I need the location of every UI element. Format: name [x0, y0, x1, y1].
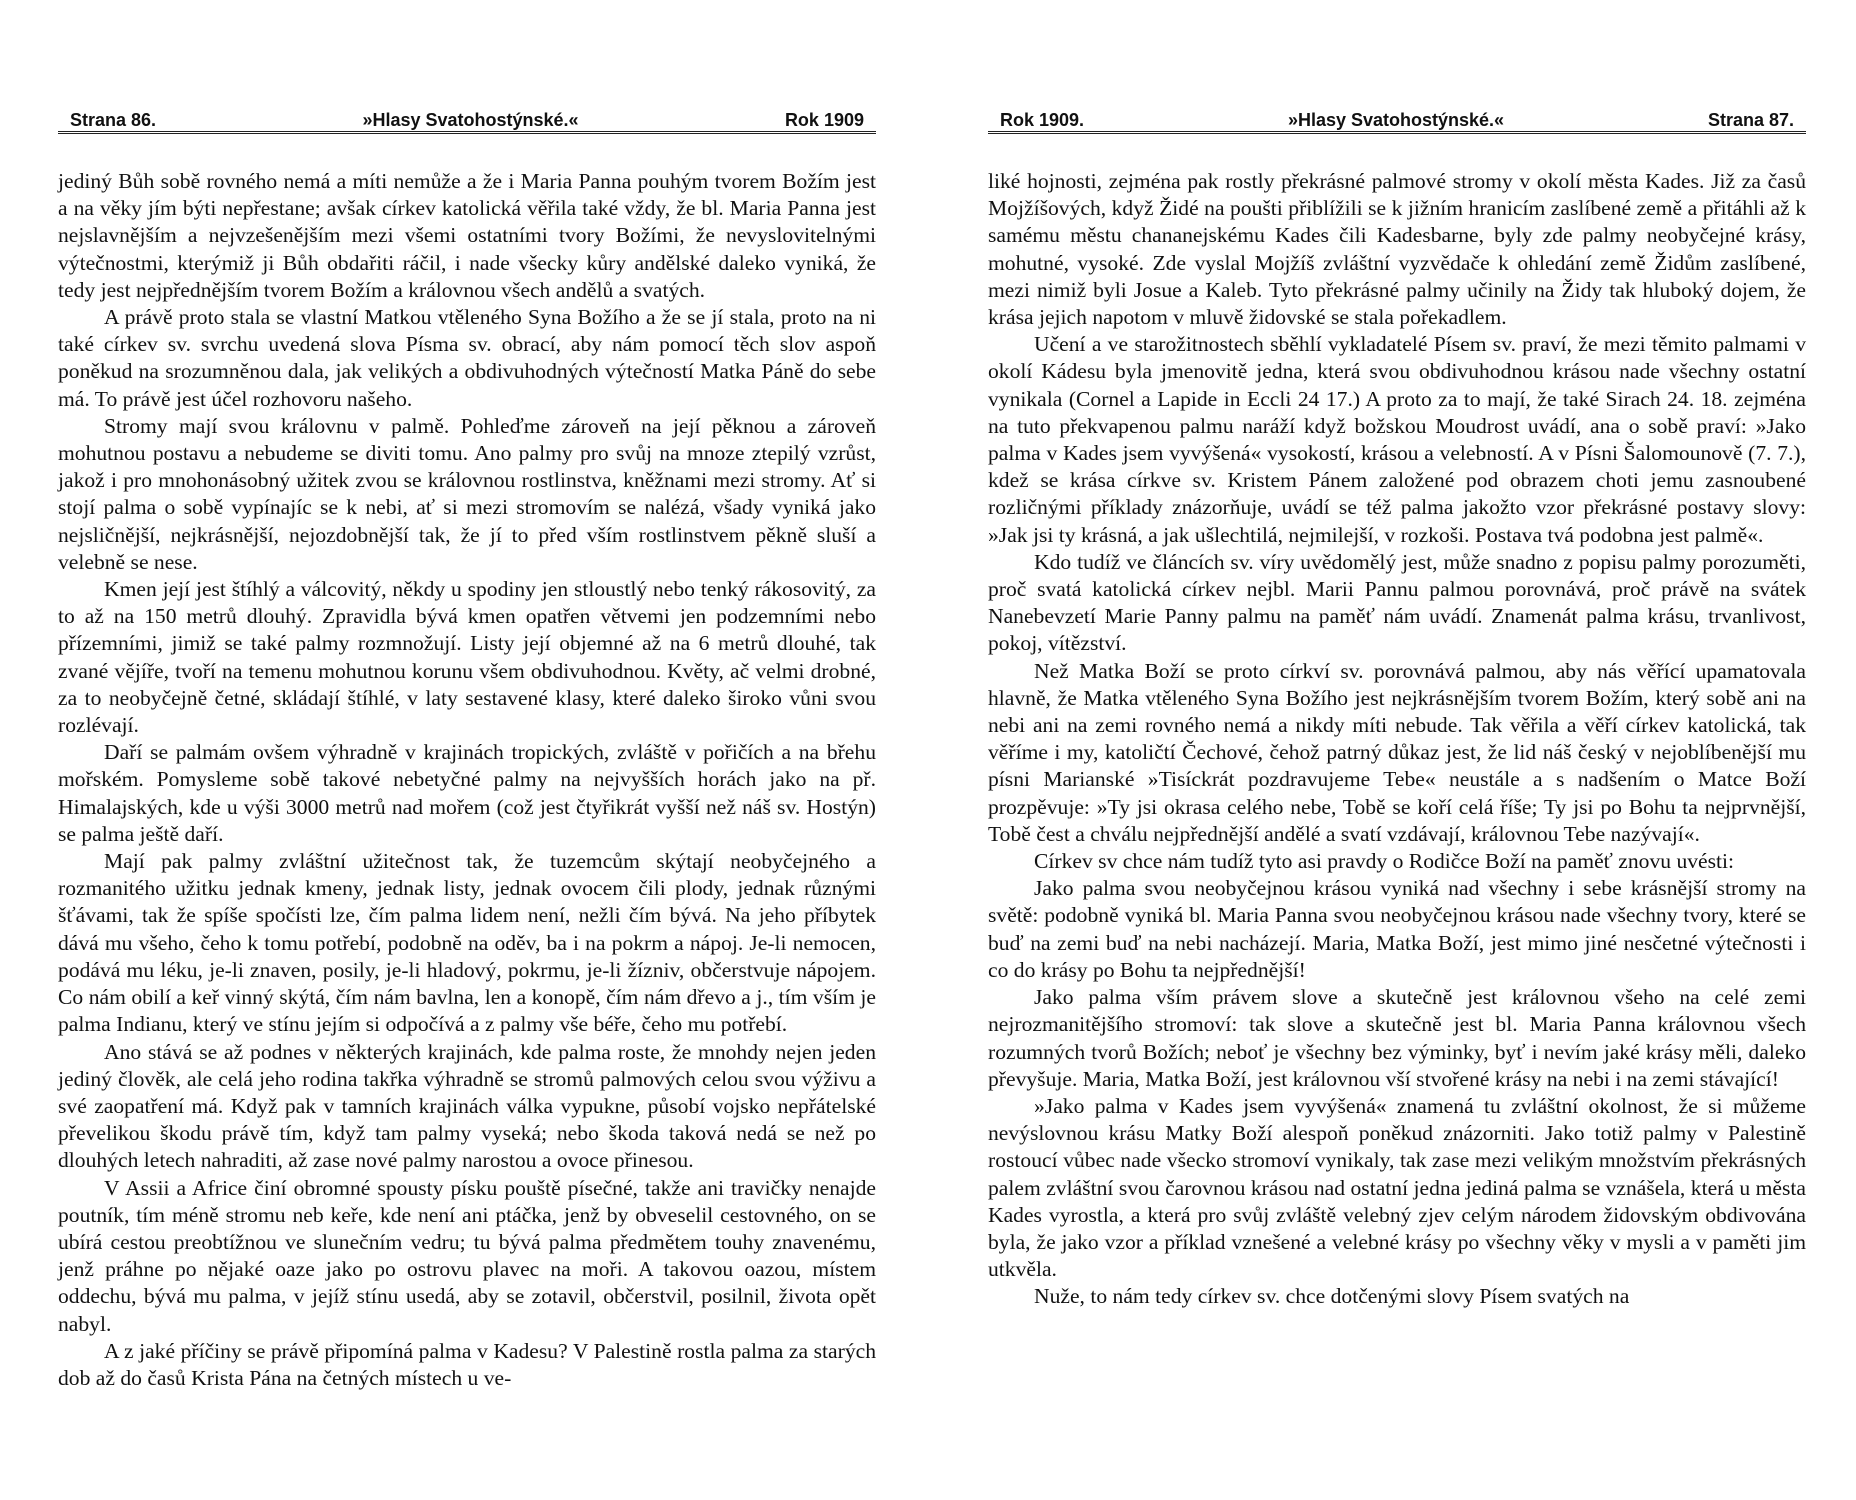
journal-title: »Hlasy Svatohostýnské.«: [362, 110, 579, 130]
paragraph: Mají pak palmy zvláštní užitečnost tak, že tuzemcům skýtají neobyčejného a rozmanitého užitku jednak kmeny, jednak listy, jednak ovocem čili plody, jednak různými šťávami, tak že spíše spočísti lze, čím palma lidem není, nežli čím bývá. Na jeho příbytek dává mu všeho, čeho k tomu potřebí, podobně na oděv, ba i na pokrm a nápoj. Je-li nemocen, podává mu léku, je-li znaven, posily, je-li hladový, pokrmu, je-li žízniv, občerstvuje nápojem. Co nám obilí a keř vinný skýtá, čím nám bavlna, len a konopě, čím nám dřevo a j., tím vším je palma Indianu, který ve stínu jejím si odpočívá a z palmy vše béře, čeho mu potřebí.: [58, 849, 876, 1037]
paragraph: Jako palma vším právem slove a skutečně jest královnou všeho na celé zemi nejrozmanitějšího stromoví: tak slove a skutečně jest bl. Maria Panna královnou všech rozumných tvorů Božích; neboť je všechny bez výminky, byť i nevím jaké krásy měli, daleko převyšuje. Maria, Matka Boží, jest královnou vší stvořené krásy na nebi i na zemi stávající!: [988, 985, 1806, 1091]
paragraph: jediný Bůh sobě rovného nemá a míti nemůže a že i Maria Panna pouhým tvorem Božím jest a na věky jím býti nepřestane; avšak církev katolická věřila také vždy, že bl. Maria Panna jest nejslavnějším a nejvzešenějším mezi všemi ostatními tvory Božími, že nevyslovitelnými výtečnostmi, kterýmiž ji Bůh obdařiti ráčil, i nade všecky kůry andělské daleko vyniká, že tedy jest nejpřednějším tvorem Božím a královnou všech andělů a svatých.: [58, 169, 876, 302]
paragraph: Nuže, to nám tedy církev sv. chce dotčenými slovy Písem svatých na: [1034, 1284, 1630, 1309]
right-page-header: [988, 105, 1806, 134]
paragraph: Učení a ve starožitnostech sběhlí vykladatelé Písem sv. praví, že mezi těmito palmami v okolí Kádesu byla jmenovitě jedna, která svou obdivuhodnou krásou nade všechny ostatní vynikala (Cornel a Lapide in Eccli 24 17.) A proto za to mají, že také Sirach 24. 18. zejména na tuto překvapenou palmu naráží když božskou Moudrost uvádí, ana o sobě praví: »Jako palma v Kades jsem vyvýšená« vysokostí, krásou a velebností. A v Písni Šalomounově (7. 7.), kdež se krása církve sv. Kristem Pánem založené pod obrazem choti jemu zasnoubené rozličnými příklady znázorňuje, uvádí se též palma jakožto vzor překrásné postavy slovy: »Jak jsi ty krásná, a jak ušlechtilá, nejmilejší, v rozkoši. Postava tvá podobna jest palmě«.: [988, 332, 1806, 547]
paragraph: Daří se palmám ovšem výhradně v krajinách tropických, zvláště v pořičích a na břehu mořském. Pomysleme sobě takové nebetyčné palmy na nejvyšších horách jako na př. Himalajských, kde u výši 3000 metrů nad mořem (což jest čtyřikrát vyšší než náš sv. Hostýn) se palma ještě daří.: [58, 740, 876, 846]
journal-title: »Hlasy Svatohostýnské.«: [1287, 110, 1505, 130]
year-label: Rok 1909: [784, 110, 864, 130]
page-number: Strana 86.: [70, 110, 157, 130]
paragraph: Ano stává se až podnes v některých krajinách, kde palma roste, že mnohdy nejen jeden jediný člověk, ale celá jeho rodina takřka výhradně se stromů palmových celou svou výživu a své zaopatření má. Když pak v tamních krajinách válka vypukne, působí vojsko nepřátelské převelikou škodu právě tím, když tam palmy vyseká; nebo škoda taková nedá se než po dlouhých letech nahraditi, až zase nové palmy narostou a ovoce přinesou.: [58, 1039, 876, 1173]
left-page-body: [58, 168, 876, 1392]
paragraph: A z jaké příčiny se právě připomíná palma v Kadesu? V Palestině rostla palma za starých dob až do časů Krista Pána na četných místech u ve-: [58, 1338, 876, 1390]
paragraph: Než Matka Boží se proto církví sv. porovnává palmou, aby nás věřící upamatovala hlavně, že Matka vtěleného Syna Božího jest nejkrásnějším tvorem Božím, který sobě ani na nebi ani na zemi rovného nemá a nikdy míti nebude. Tak věřila a věří církev katolická, tak věříme i my, katoličtí Čechové, čehož patrný důkaz jest, že lid náš český v nejoblíbenější mu písni Marianské »Tisíckrát pozdravujeme Tebe« neustále a s nadšením o Matce Boží prozpěvuje: »Ty jsi okrasa celého nebe, Tobě se koří celá říše; Ty jsi po Bohu ta nejprvnější, Tobě čest a chválu nejpřednější andělé a svatí vzdávají, královnou Tebe nazývají«.: [988, 658, 1806, 846]
paragraph: Kdo tudíž ve článcích sv. víry uvědomělý jest, může snadno z popisu palmy porozuměti, proč svatá katolická církev nejbl. Marii Pannu palmou porovnává, proč právě na svátek Nanebevzetí Marie Panny palmu na paměť nám uvádí. Znamenát palma krásu, trvanlivost, pokoj, vítězství.: [988, 549, 1806, 656]
paragraph: liké hojnosti, zejména pak rostly překrásné palmové stromy v okolí města Kades. Již za časů Mojžíšových, když Židé na poušti přiblížili se k jižním hranicím zaslíbené země a přitáhli až k samému městu chananejskému Kades čili Kadesbarne, byly zde palmy neobyčejné krásy, mohutné, vysoké. Zde vyslal Mojžíš zvláštní vyzvědače k ohledání země Židům zaslíbené, mezi nimiž byli Josue a Kaleb. Tyto překrásné palmy učinily na Židy tak hluboký dojem, že krása jejich napotom v mluvě židovské se stala pořekadlem.: [988, 169, 1806, 330]
left-page: [58, 105, 876, 1465]
right-page-body: [988, 168, 1806, 1311]
paragraph: A právě proto stala se vlastní Matkou vtěleného Syna Božího a že se jí stala, proto na ni také církev sv. svrchu uvedená slova Písma sv. obrací, aby nám pomocí těch slov aspoň poněkud na srozumněnou dala, jak velikých a obdivuhodných výtečností Matka Páně do sebe má. To právě jest účel rozhovoru našeho.: [58, 305, 876, 411]
page-number: Strana 87.: [1707, 110, 1794, 130]
paragraph: V Assii a Africe činí obromné spousty písku pouště písečné, takže ani travičky nenajde poutník, tím méně stromu neb keře, kde není ani ptáčka, jenž by obveselil cestovného, on se ubírá cestou preobtížnou ve slunečním vedru; tu bývá palma předmětem touhy znavenému, jenž práhne po nějaké oaze jako po ostrovu plavec na moři. A takovou oazou, místem oddechu, bývá mu palma, v jejíž stínu usedá, aby se zotavil, občerstvil, posilnil, života opět nabyl.: [58, 1175, 876, 1336]
year-label: Rok 1909.: [1000, 110, 1085, 130]
right-page: [988, 105, 1806, 1465]
paragraph: Stromy mají svou královnu v palmě. Pohleďme zároveň na její pěknou a zároveň mohutnou postavu a nebudeme se diviti tomu. Ano palmy pro svůj na mnoze ztepilý vzrůst, jakož i pro mnohonásobný užitek zvou se královnou rostlinstva, kněžnami mezi stromy. Ať si stojí palma o sobě vypínajíc se k nebi, ať si mezi stromovím se nalézá, všady vyniká jako nejsličnější, nejkrásnější, nejozdobnější tak, že jí to před vším rostlinstvem pěkně sluší a velebně se nese.: [58, 413, 876, 574]
paragraph: Církev sv chce nám tudíž tyto asi pravdy o Rodičce Boží na paměť znovu uvésti:: [1034, 849, 1735, 874]
paragraph: Kmen její jest štíhlý a válcovitý, někdy u spodiny jen stloustlý nebo tenký rákosovitý, za to až na 150 metrů dlouhý. Zpravidla bývá kmen opatřen větvemi jen podzemními nebo přízemními, jimiž se také palmy rozmnožují. Listy její objemné až na 6 metrů dlouhé, tak zvané vějíře, tvoří na temenu mohutnou korunu všem obdivuhodnou. Květy, ač velmi drobné, za to neobyčejně četné, skládají štíhlé, v laty sestavené klasy, které daleko široko vůni svou rozlévají.: [58, 577, 876, 738]
paragraph: Jako palma svou neobyčejnou krásou vyniká nad všechny i sebe krásnější stromy na světě: podobně vyniká bl. Maria Panna svou neobyčejnou krásou nade všechny tvory, které se buď na zemi buď na nebi nacházejí. Maria, Matka Boží, jest mimo jiné nesčetné výtečnosti i co do krásy po Bohu ta nejpřednější!: [988, 876, 1806, 982]
left-page-header: [58, 105, 876, 134]
paragraph: »Jako palma v Kades jsem vyvýšená« znamená tu zvláštní okolnost, že si můžeme nevýslovnou krásu Matky Boží alespoň poněkud znázorniti. Jako totiž palmy v Palestině rostoucí vůbec nade všecko stromoví vynikaly, tak zase mezi velikým množstvím překrásných palem zvláštní svou čarovnou krásou nad ostatní jedna jediná palma se vznášela, která u města Kades vyrostla, a která pro svůj zvláště velebný zjev celým národem židovským obdivována byla, že jako vzor a příklad vznešené a velebné krásy po všechny věky v mysli a v paměti jim utkvěla.: [988, 1093, 1806, 1282]
